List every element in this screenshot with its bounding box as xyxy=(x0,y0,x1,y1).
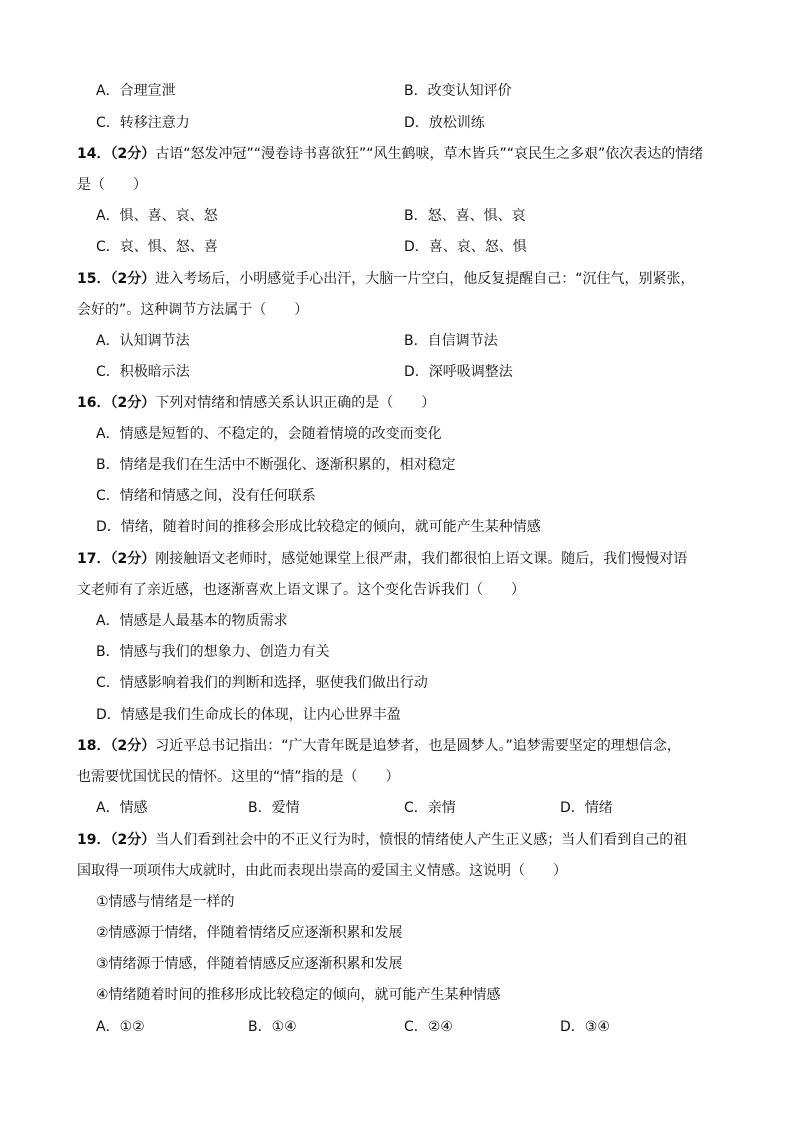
q14-stem-line1 xyxy=(77,145,703,163)
q13-option-d: D．放松训练 xyxy=(404,115,485,131)
q16-option-a: A．情感是短暂的、不稳定的，会随着情境的改变而变化 xyxy=(96,426,442,442)
q19-stem-line1 xyxy=(77,831,687,849)
q17-stem-line1 xyxy=(77,550,687,568)
q14-option-a: A．惧、喜、哀、怒 xyxy=(96,208,218,224)
q14-score: （2分） xyxy=(110,146,156,162)
q17-option-b: B．情感与我们的想象力、创造力有关 xyxy=(96,644,330,660)
q16-stem-text: 下列对情绪和情感关系认识正确的是（ ） xyxy=(155,395,436,411)
q18-option-c: C．亲情 xyxy=(404,800,456,816)
q16-option-b: B．情绪是我们在生活中不断强化、逐渐积累的，相对稳定 xyxy=(96,457,456,473)
q16-number: 16． xyxy=(77,395,111,411)
q18-stem-line2: 也需要忧国忧民的情怀。这里的“情”指的是（ ） xyxy=(77,769,400,785)
q15-score: （2分） xyxy=(110,271,156,287)
q16-option-c: C．情绪和情感之间，没有任何联系 xyxy=(96,488,316,504)
q19-stem-line2: 国取得一项项伟大成就时，由此而表现出崇高的爱国主义情感。这说明（ ） xyxy=(77,863,567,879)
q15-number: 15． xyxy=(77,271,111,287)
q15-stem-text: 进入考场后，小明感觉手心出汗，大脑一片空白，他反复提醒自己：“沉住气，别紧张， xyxy=(155,271,695,287)
q16-score: （2分） xyxy=(110,395,156,411)
q17-stem-line2: 文老师有了亲近感，也逐渐喜欢上语文课了。这个变化告诉我们（ ） xyxy=(77,582,525,598)
q19-option-a: A．①② xyxy=(96,1019,145,1035)
q17-stem-text: 刚接触语文老师时，感觉她课堂上很严肃，我们都很怕上语文课。随后，我们慢慢对语 xyxy=(155,551,688,567)
q17-option-c: C．情感影响着我们的判断和选择，驱使我们做出行动 xyxy=(96,675,428,691)
q14-option-b: B．怒、喜、惧、哀 xyxy=(404,208,526,224)
q18-number: 18． xyxy=(77,738,111,754)
q17-option-a: A．情感是人最基本的物质需求 xyxy=(96,613,288,629)
q19-option-b: B．①④ xyxy=(248,1019,297,1035)
q19-score: （2分） xyxy=(110,832,156,848)
q15-stem-line1 xyxy=(77,270,695,288)
q14-option-d: D．喜、哀、怒、惧 xyxy=(404,239,527,255)
q17-score: （2分） xyxy=(110,551,156,567)
q13-option-b: B．改变认知评价 xyxy=(404,83,512,99)
q19-statement-1: ①情感与情绪是一样的 xyxy=(96,894,235,910)
q15-option-c: C．积极暗示法 xyxy=(96,364,190,380)
q19-option-c: C．②④ xyxy=(404,1019,453,1035)
q13-option-a: A．合理宣泄 xyxy=(96,83,176,99)
q14-stem-text: 古语“怒发冲冠”“漫卷诗书喜欲狂”“风生鹤唳，草木皆兵”“哀民生之多艰”依次表达的情绪 xyxy=(155,146,704,162)
q18-score: （2分） xyxy=(110,738,156,754)
q19-option-d: D．③④ xyxy=(560,1019,610,1035)
q16-stem-line1 xyxy=(77,394,435,412)
q18-option-d: D．情绪 xyxy=(560,800,613,816)
q14-stem-line2: 是（ ） xyxy=(77,177,147,193)
q15-option-b: B．自信调节法 xyxy=(404,333,498,349)
q19-statement-3: ③情绪源于情感，伴随着情感反应逐渐积累和发展 xyxy=(96,956,403,972)
q15-option-a: A．认知调节法 xyxy=(96,333,190,349)
q14-number: 14． xyxy=(77,146,111,162)
q17-option-d: D．情感是我们生命成长的体现，让内心世界丰盈 xyxy=(96,707,401,723)
q19-number: 19． xyxy=(77,832,111,848)
q15-stem-line2: 会好的”。这种调节方法属于（ ） xyxy=(77,302,309,318)
q19-stem-text: 当人们看到社会中的不正义行为时，愤恨的情绪使人产生正义感；当人们看到自己的祖 xyxy=(155,832,688,848)
q19-statement-2: ②情感源于情绪，伴随着情绪反应逐渐积累和发展 xyxy=(96,925,403,941)
q13-option-c: C．转移注意力 xyxy=(96,115,190,131)
q16-option-d: D．情绪，随着时间的推移会形成比较稳定的倾向，就可能产生某种情感 xyxy=(96,519,541,535)
q14-option-c: C．哀、惧、怒、喜 xyxy=(96,239,218,255)
q18-option-b: B．爱情 xyxy=(248,800,300,816)
q18-stem-line1 xyxy=(77,737,681,755)
q19-statement-4: ④情绪随着时间的推移形成比较稳定的倾向，就可能产生某种情感 xyxy=(96,987,501,1003)
q18-option-a: A．情感 xyxy=(96,800,148,816)
q17-number: 17． xyxy=(77,551,111,567)
q15-option-d: D．深呼吸调整法 xyxy=(404,364,513,380)
q18-stem-text: 习近平总书记指出：“广大青年既是追梦者，也是圆梦人。”追梦需要坚定的理想信念， xyxy=(155,738,681,754)
